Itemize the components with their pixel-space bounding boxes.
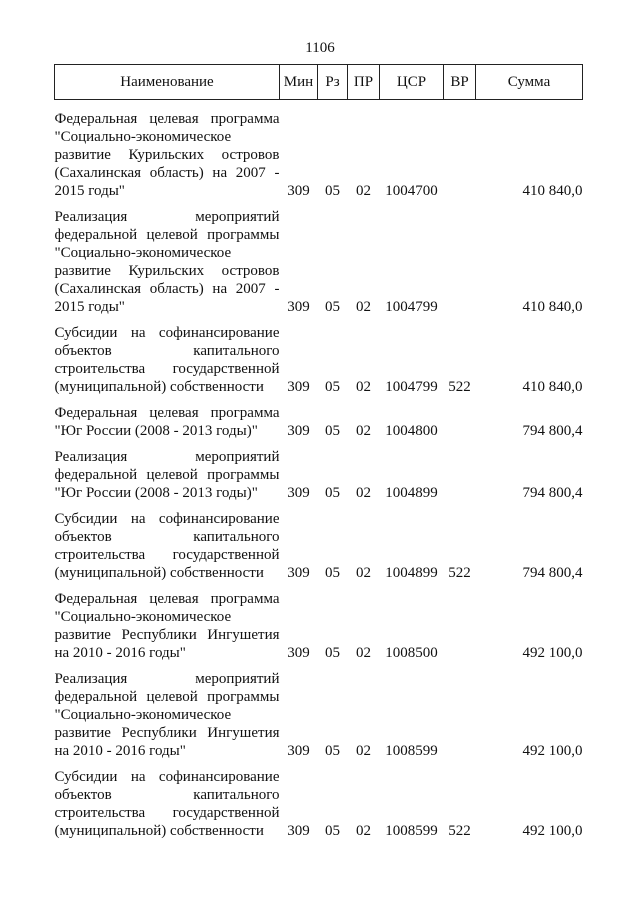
cell-min: 309 [287,565,310,581]
cell-pr: 02 [356,485,371,501]
table-row [55,760,583,840]
cell-name: Реализация мероприятий федеральной целевой программы "Социально-экономическое развитие Республики Ингушетия на 2010 - 2016 годы" [54,671,280,759]
table-row [55,582,583,662]
cell-name: Реализация мероприятий федеральной целевой программы "Социально-экономическое развитие Курильских островов (Сахалинская область) на 2007 - 2015 годы" [54,209,280,315]
cell-csr: 1004799 [385,379,438,395]
cell-name: Субсидии на софинансирование объектов капитального строительства государственной (муниципальной) собственности [54,511,280,581]
cell-min: 309 [287,645,310,661]
header-vr: ВР [444,65,476,100]
table-header-row [55,65,583,100]
cell-sum: 794 800,4 [522,485,583,501]
cell-vr [444,100,476,201]
cell-pr: 02 [356,299,371,315]
cell-pr: 02 [356,565,371,581]
cell-csr: 1008500 [385,645,438,661]
cell-min: 309 [287,299,310,315]
table-row [55,502,583,582]
header-min: Мин [280,65,318,100]
cell-min: 309 [287,743,310,759]
cell-name: Реализация мероприятий федеральной целевой программы "Юг России (2008 - 2013 годы)" [54,449,280,501]
cell-rz: 05 [325,423,340,439]
cell-sum: 410 840,0 [522,299,583,315]
cell-vr: 522 [448,823,471,839]
cell-sum: 410 840,0 [522,379,583,395]
cell-pr: 02 [356,743,371,759]
table-row [55,396,583,440]
cell-sum: 492 100,0 [522,645,583,661]
page-number: 1106 [305,40,335,56]
cell-rz: 05 [325,743,340,759]
header-pr: ПР [348,65,380,100]
cell-vr: 522 [448,565,471,581]
cell-sum: 794 800,4 [522,565,583,581]
cell-min: 309 [287,485,310,501]
table-row [55,316,583,396]
cell-rz: 05 [325,565,340,581]
cell-min: 309 [287,379,310,395]
cell-vr [444,200,476,316]
cell-sum: 492 100,0 [522,823,583,839]
cell-pr: 02 [356,823,371,839]
cell-min: 309 [287,423,310,439]
table-row [55,662,583,760]
budget-table [54,64,583,840]
table-row [55,100,583,201]
cell-sum: 410 840,0 [522,183,583,199]
cell-csr: 1004800 [385,423,438,439]
cell-vr [444,440,476,502]
cell-rz: 05 [325,645,340,661]
cell-name: Субсидии на софинансирование объектов капитального строительства государственной (муниципальной) собственности [54,325,280,395]
cell-vr [444,396,476,440]
cell-name: Федеральная целевая программа "Социально-экономическое развитие Республики Ингушетия на 2010 - 2016 годы" [54,591,280,661]
cell-csr: 1004899 [385,565,438,581]
cell-name: Субсидии на софинансирование объектов капитального строительства государственной (муниципальной) собственности [54,769,280,839]
cell-rz: 05 [325,823,340,839]
cell-rz: 05 [325,299,340,315]
cell-rz: 05 [325,183,340,199]
cell-rz: 05 [325,379,340,395]
header-name: Наименование [55,65,280,100]
cell-min: 309 [287,183,310,199]
cell-csr: 1004899 [385,485,438,501]
table-row [55,200,583,316]
cell-vr [444,662,476,760]
header-csr: ЦСР [380,65,444,100]
cell-pr: 02 [356,423,371,439]
cell-csr: 1008599 [385,823,438,839]
cell-name: Федеральная целевая программа "Социально-экономическое развитие Курильских островов (Сахалинская область) на 2007 - 2015 годы" [54,111,280,199]
table-row [55,440,583,502]
cell-csr: 1004700 [385,183,438,199]
cell-pr: 02 [356,645,371,661]
cell-pr: 02 [356,183,371,199]
cell-vr: 522 [448,379,471,395]
cell-sum: 794 800,4 [522,423,583,439]
cell-pr: 02 [356,379,371,395]
header-sum: Сумма [476,65,583,100]
cell-min: 309 [287,823,310,839]
cell-csr: 1004799 [385,299,438,315]
header-rz: Рз [318,65,348,100]
cell-name: Федеральная целевая программа "Юг России (2008 - 2013 годы)" [54,405,280,439]
cell-csr: 1008599 [385,743,438,759]
cell-vr [444,582,476,662]
cell-rz: 05 [325,485,340,501]
cell-sum: 492 100,0 [522,743,583,759]
